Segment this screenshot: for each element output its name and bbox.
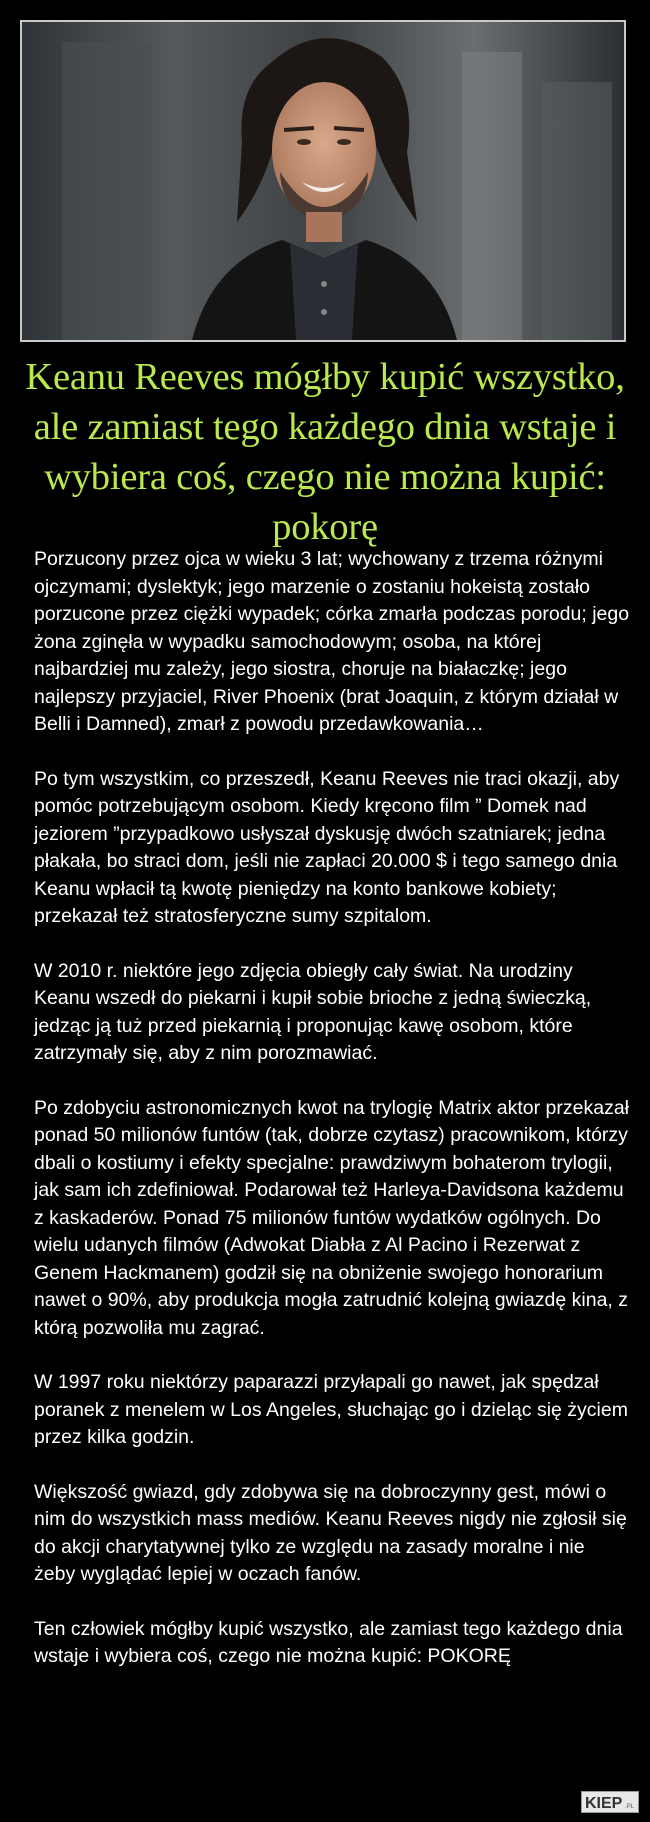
paragraph: W 2010 r. niektóre jego zdjęcia obiegły cały świat. Na urodziny Keanu wszedł do piekarni i kupił sobie brioche z jedną świeczką, jedząc ją tuż przed piekarnią i proponując kawę osobom, które zatrzymały się, aby z nim porozmawiać. [34, 959, 592, 1064]
kiep-logo-icon [583, 1793, 637, 1811]
paragraph: Większość gwiazd, gdy zdobywa się na dobroczynny gest, mówi o nim do wszystkich mass mediów. Keanu Reeves nigdy nie zgłosił się do akcji charytatywnej tylko ze względu na zasady moralne i nie żeby wyglądać lepiej w oczach fanów. [34, 1480, 627, 1585]
paragraph: W 1997 roku niektórzy paparazzi przyłapali go nawet, jak spędzał poranek z menelem w Los Angeles, słuchając go i dzieląc się życiem przez kilka godzin. [34, 1371, 628, 1448]
headline: Keanu Reeves mógłby kupić wszystko, ale zamiast tego każdego dnia wstaje i wybiera coś, czego nie można kupić: pokorę [25, 356, 625, 548]
portrait-photo-icon [22, 22, 624, 340]
portrait-photo [20, 20, 626, 342]
paragraph: Po tym wszystkim, co przeszedł, Keanu Reeves nie traci okazji, aby pomóc potrzebującym osobom. Kiedy kręcono film ” Domek nad jeziorem ”przypadkowo usłyszał dyskusję dwóch szatniarek; jedna płakała, bo straci dom, jeśli nie zapłaci 20.000 $ i tego samego dnia Keanu wpłacił tą kwotę pieniędzy na konto bankowe kobiety; przekazał też stratosferyczne sumy szpitalom. [34, 767, 620, 927]
paragraph: Ten człowiek mógłby kupić wszystko, ale zamiast tego każdego dnia wstaje i wybiera coś, czego nie można kupić: POKORĘ [34, 1617, 623, 1667]
svg-text:.PL: .PL [625, 1804, 635, 1810]
paragraph: Po zdobyciu astronomicznych kwot na trylogię Matrix aktor przekazał ponad 50 milionów funtów (tak, dobrze czytasz) pracownikom, którzy dbali o kostiumy i efekty specjalne: prawdziwym bohaterom trylogii, jak sam ich zdefiniował. Podarował też Harleya-Davidsona każdemu z kaskaderów. Ponad 75 milionów funtów wydatków ogólnych. Do wielu udanych filmów (Adwokat Diabła z Al Pacino i Rezerwat z Genem Hackmanem) godził się na obniżenie swojego honorarium nawet o 90%, aby produkcja mogła zatrudnić kolejną gwiazdę kina, z którą pozwoliła mu zagrać. [34, 1096, 629, 1339]
watermark-logo [581, 1791, 639, 1813]
paragraph: Porzucony przez ojca w wieku 3 lat; wychowany z trzema różnymi ojczymami; dyslektyk; jego marzenie o zostaniu hokeistą zostało porzucone przez ciężki wypadek; córka zmarła podczas porodu; jego żona zginęła w wypadku samochodowym; osoba, na której najbardziej mu zależy, jego siostra, choruje na białaczkę; jego najlepszy przyjaciel, River Phoenix (brat Joaquin, z którym działał w Belli i Damned), zmarł z powodu przedawkowania… [34, 548, 630, 735]
article-body [34, 546, 630, 1698]
svg-text:KIEP: KIEP [585, 1795, 623, 1811]
